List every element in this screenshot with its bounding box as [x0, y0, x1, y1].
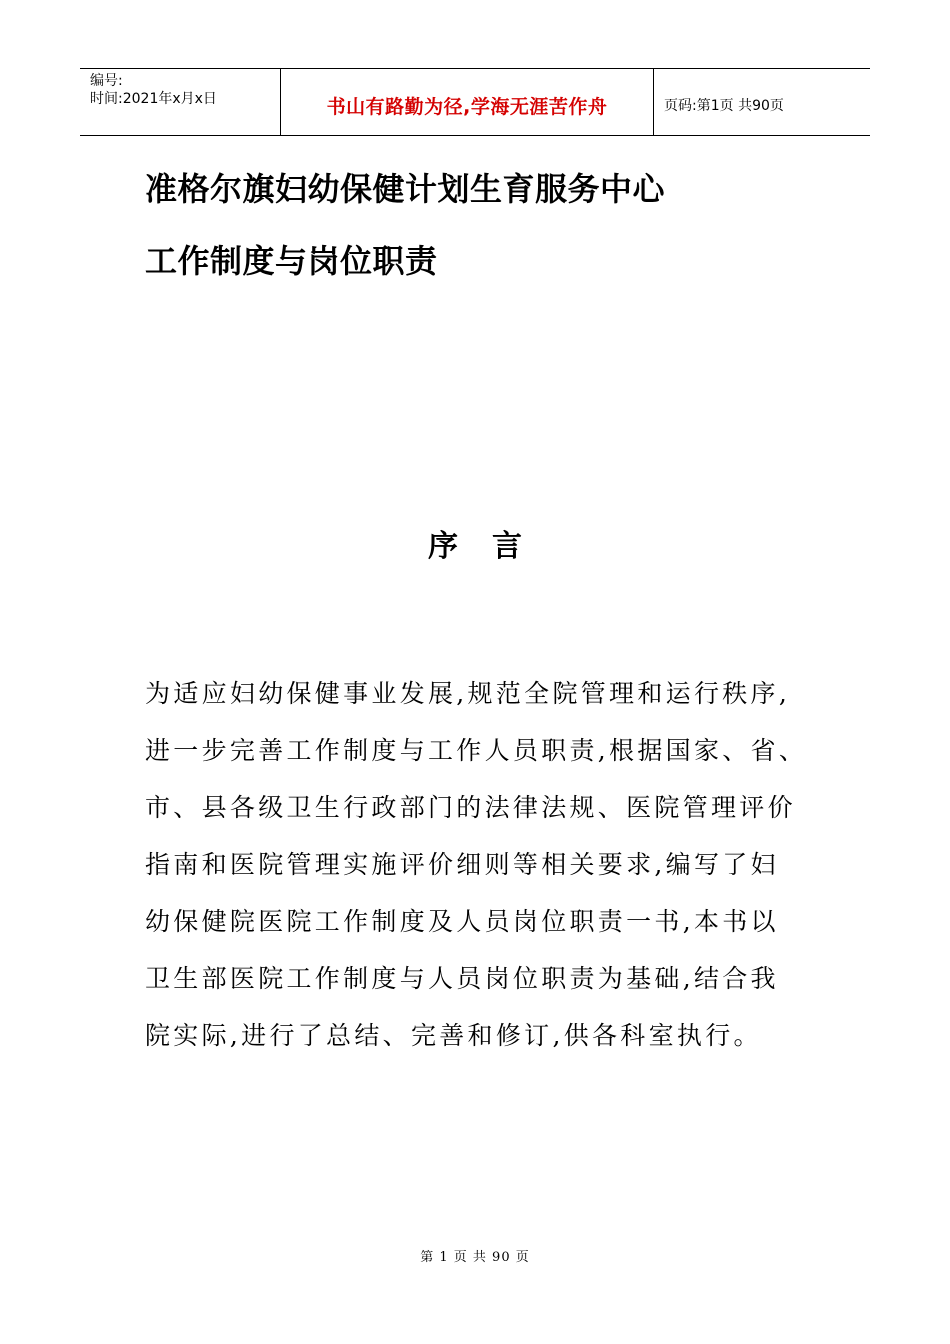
document-title-line-2: 工作制度与岗位职责: [145, 242, 438, 280]
header-motto: 书山有路勤为径,学海无涯苦作舟: [326, 95, 608, 118]
document-date: 时间:2021年x月x日: [90, 91, 217, 107]
preface-line: 院实际,进行了总结、完善和修订,供各科室执行。: [145, 1021, 762, 1050]
preface-line: 市、县各级卫生行政部门的法律法规、医院管理评价: [145, 793, 796, 822]
header-page-info-cell: [654, 69, 870, 135]
header-page-info: 页码:第1页 共90页: [664, 98, 784, 114]
preface-line: 幼保健院医院工作制度及人员岗位职责一书,本书以: [145, 907, 779, 936]
header-motto-cell: [281, 69, 654, 135]
document-number-label: 编号:: [90, 73, 123, 89]
preface-body: [145, 672, 835, 1071]
preface-heading-char-2: 言: [492, 529, 522, 564]
preface-heading: [0, 521, 950, 565]
preface-line: 进一步完善工作制度与工作人员职责,根据国家、省、: [145, 736, 808, 765]
document-title-line-1: 准格尔旗妇幼保健计划生育服务中心: [145, 170, 666, 208]
preface-heading-char-1: 序: [428, 529, 458, 564]
preface-line: 卫生部医院工作制度与人员岗位职责为基础,结合我: [145, 964, 779, 993]
page-header: [80, 68, 870, 136]
page-footer: 第 1 页 共 90 页: [420, 1250, 530, 1265]
preface-line: 为适应妇幼保健事业发展,规范全院管理和运行秩序,: [145, 679, 791, 708]
preface-line: 指南和医院管理实施评价细则等相关要求,编写了妇: [145, 850, 779, 879]
header-meta: [80, 69, 281, 135]
